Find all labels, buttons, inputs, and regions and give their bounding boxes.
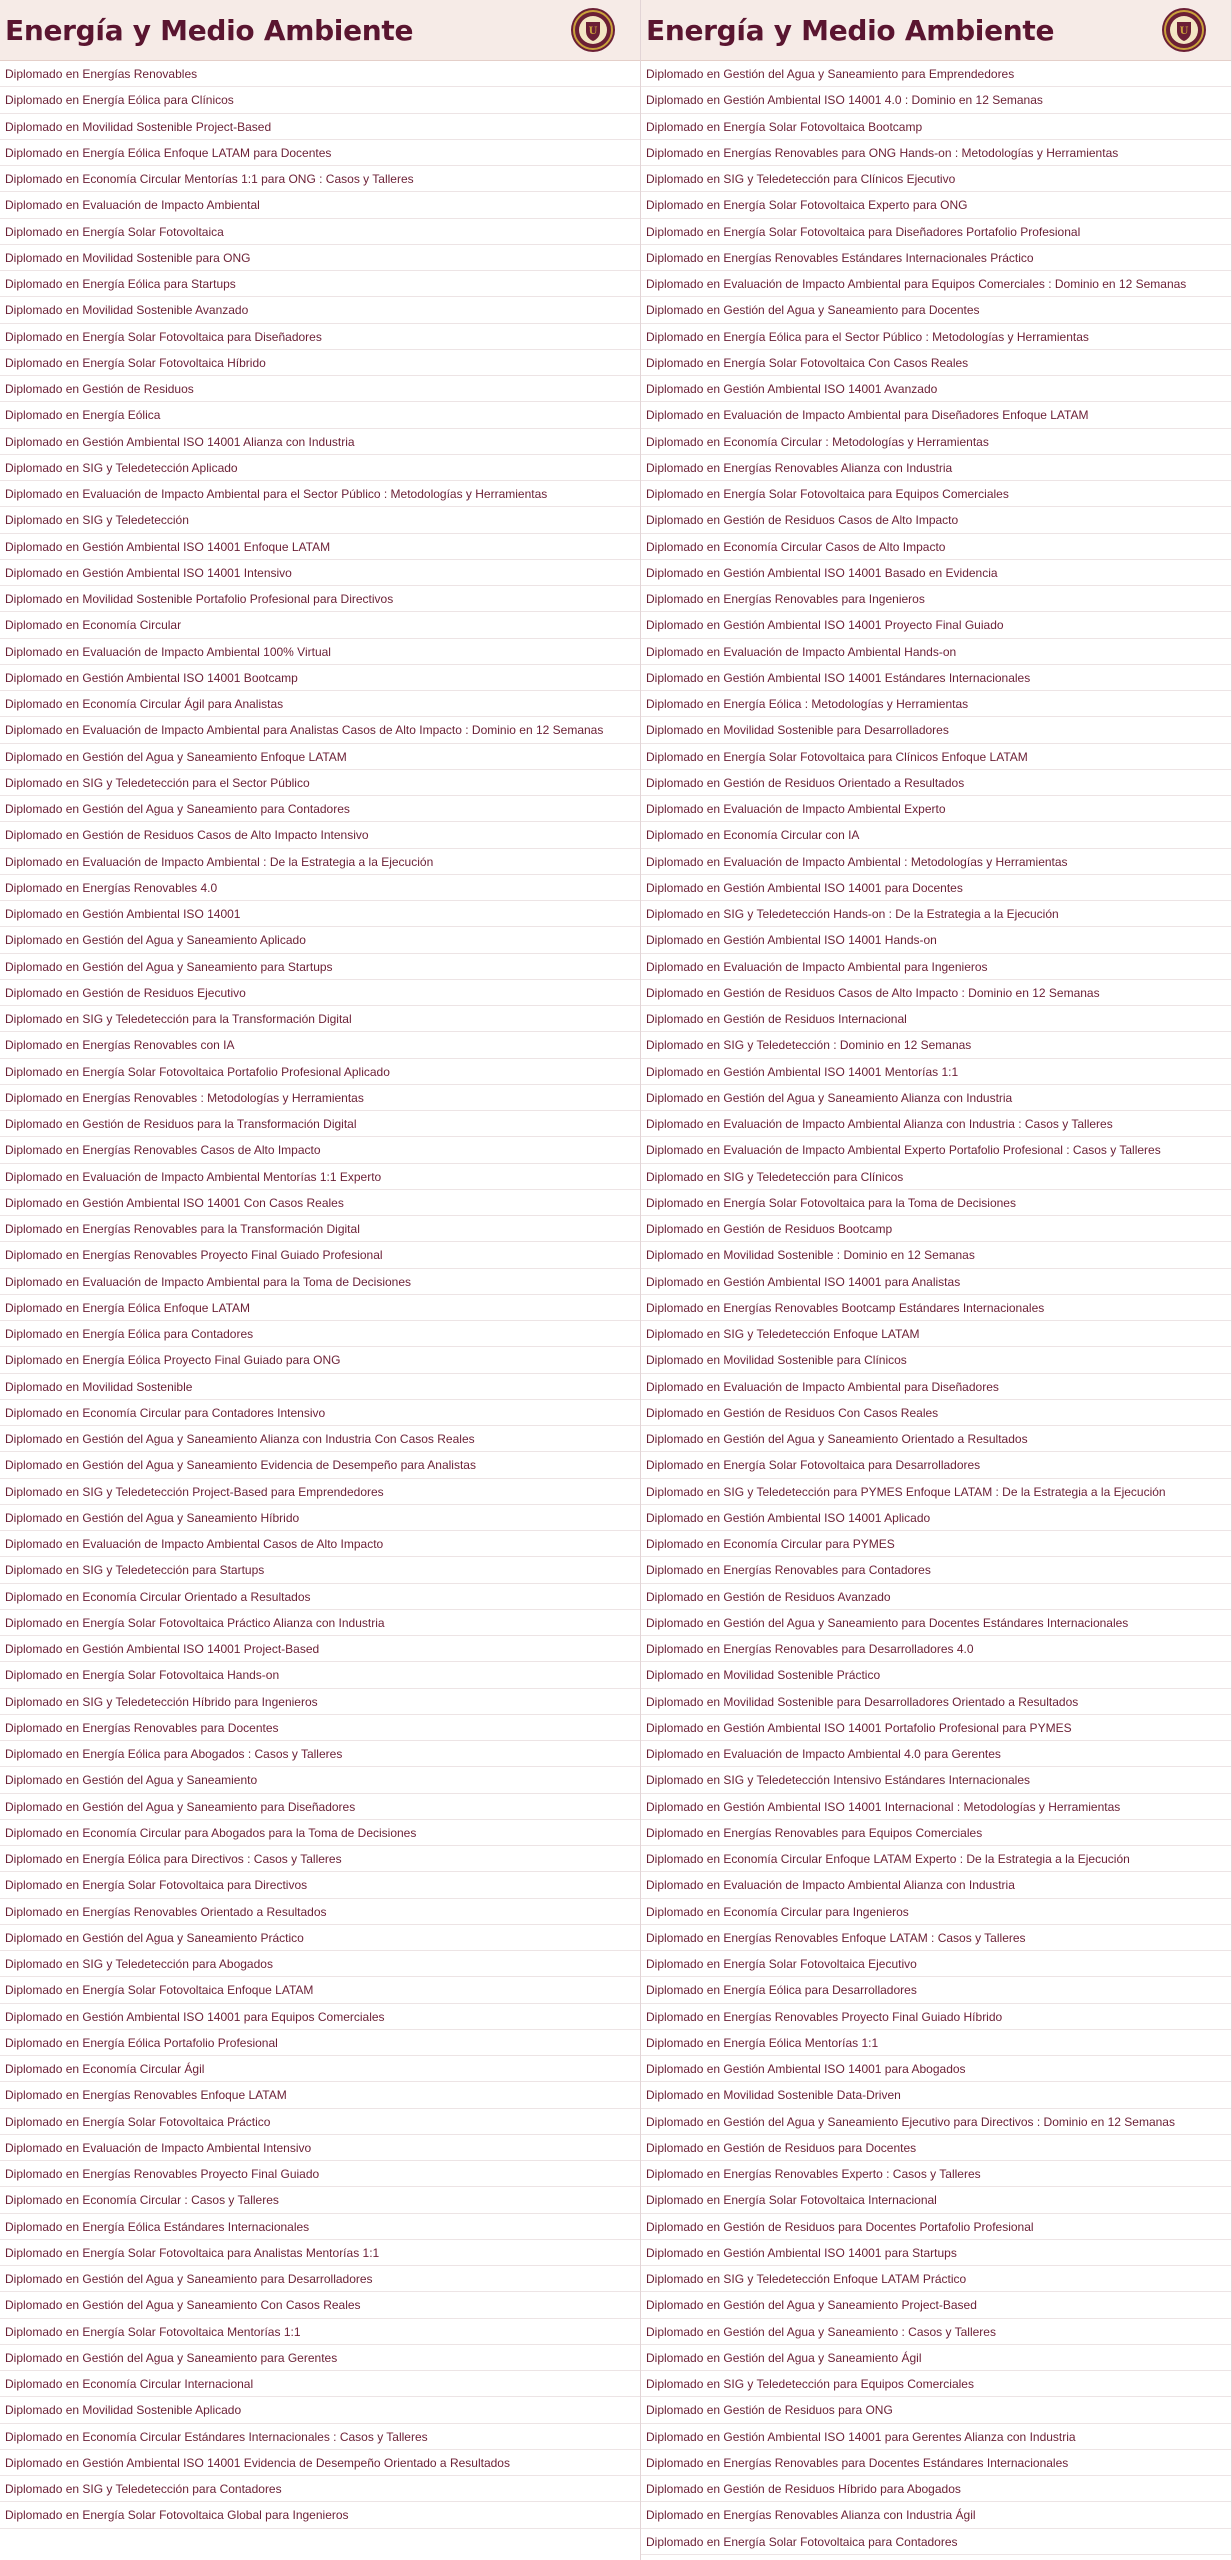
- program-item[interactable]: Diplomado en Energía Eólica Portafolio Profesional: [0, 2030, 640, 2056]
- program-item[interactable]: Diplomado en Gestión del Agua y Saneamiento: [0, 1767, 640, 1793]
- program-item[interactable]: Diplomado en Energías Renovables Experto : Casos y Talleres: [641, 2161, 1231, 2187]
- program-item[interactable]: Diplomado en Energías Renovables Bootcamp Estándares Internacionales: [641, 1295, 1231, 1321]
- svg-text:U: U: [588, 26, 598, 37]
- program-item[interactable]: Diplomado en Energía Solar Fotovoltaica: [0, 219, 640, 245]
- program-item[interactable]: Diplomado en Energía Eólica para Clínicos: [0, 87, 640, 113]
- program-item[interactable]: Diplomado en Gestión del Agua y Saneamiento para Gerentes: [0, 2345, 640, 2371]
- program-item[interactable]: Diplomado en Gestión Ambiental ISO 14001 4.0 : Dominio en 12 Semanas: [641, 87, 1231, 113]
- program-item[interactable]: Diplomado en Energías Renovables Estándares Internacionales Práctico: [641, 245, 1231, 271]
- program-item[interactable]: Diplomado en Gestión Ambiental ISO 14001 para Gerentes Alianza con Industria: [641, 2424, 1231, 2450]
- program-item[interactable]: Diplomado en Energía Solar Fotovoltaica para Diseñadores: [0, 324, 640, 350]
- program-item[interactable]: Diplomado en Gestión del Agua y Saneamiento para Desarrolladores: [0, 2266, 640, 2292]
- program-item[interactable]: Diplomado en SIG y Teledetección Enfoque LATAM: [641, 1321, 1231, 1347]
- program-item[interactable]: Diplomado en Gestión Ambiental ISO 14001 Hands-on: [641, 927, 1231, 953]
- program-item[interactable]: Diplomado en Gestión de Residuos para ONG: [641, 2397, 1231, 2423]
- program-item[interactable]: Diplomado en Economía Circular Orientado a Resultados: [0, 1584, 640, 1610]
- program-item[interactable]: Diplomado en Evaluación de Impacto Ambiental 100% Virtual: [0, 639, 640, 665]
- program-item[interactable]: Diplomado en Movilidad Sostenible Data-Driven: [641, 2082, 1231, 2108]
- program-item[interactable]: Diplomado en SIG y Teledetección : Dominio en 12 Semanas: [641, 1032, 1231, 1058]
- program-item[interactable]: Diplomado en Evaluación de Impacto Ambiental: [0, 192, 640, 218]
- program-item[interactable]: Diplomado en SIG y Teledetección para Contadores: [0, 2476, 640, 2502]
- program-item[interactable]: Diplomado en SIG y Teledetección para la Transformación Digital: [0, 1006, 640, 1032]
- program-item[interactable]: Diplomado en Economía Circular para Contadores Intensivo: [0, 1400, 640, 1426]
- program-item[interactable]: Diplomado en Energías Renovables para ONG Hands-on : Metodologías y Herramientas: [641, 140, 1231, 166]
- program-item[interactable]: Diplomado en Gestión Ambiental ISO 14001 Portafolio Profesional para PYMES: [641, 1715, 1231, 1741]
- program-item[interactable]: Diplomado en Movilidad Sostenible Avanzado: [0, 297, 640, 323]
- program-item[interactable]: Diplomado en Gestión de Residuos para la Transformación Digital: [0, 1111, 640, 1137]
- program-item[interactable]: Diplomado en Gestión del Agua y Saneamiento para Startups: [0, 954, 640, 980]
- university-seal-icon: [1161, 7, 1207, 53]
- page-title: Energía y Medio Ambiente: [646, 13, 1055, 47]
- program-item[interactable]: Diplomado en Evaluación de Impacto Ambiental Alianza con Industria : Casos y Talleres: [641, 1111, 1231, 1137]
- program-item[interactable]: Diplomado en Energía Solar Fotovoltaica para Contadores: [641, 2529, 1231, 2555]
- program-item[interactable]: Diplomado en Evaluación de Impacto Ambiental Casos de Alto Impacto: [0, 1531, 640, 1557]
- program-item[interactable]: Diplomado en Energías Renovables para Contadores: [641, 1557, 1231, 1583]
- program-item[interactable]: Diplomado en Energía Solar Fotovoltaica para la Toma de Decisiones: [641, 1190, 1231, 1216]
- right-column: [641, 0, 1232, 2560]
- program-item[interactable]: Diplomado en Energías Renovables para Desarrolladores 4.0: [641, 1636, 1231, 1662]
- program-item[interactable]: Diplomado en Evaluación de Impacto Ambiental Hands-on: [641, 639, 1231, 665]
- program-item[interactable]: Diplomado en Energías Renovables para Docentes: [0, 1715, 640, 1741]
- program-item[interactable]: Diplomado en Energía Eólica para el Sector Público : Metodologías y Herramientas: [641, 324, 1231, 350]
- program-item[interactable]: Diplomado en Gestión de Residuos para Docentes Portafolio Profesional: [641, 2214, 1231, 2240]
- program-item[interactable]: Diplomado en Energía Solar Fotovoltaica Experto para ONG: [641, 192, 1231, 218]
- program-item[interactable]: Diplomado en SIG y Teledetección para Startups: [0, 1557, 640, 1583]
- program-item[interactable]: Diplomado en Gestión del Agua y Saneamiento Evidencia de Desempeño para Analistas: [0, 1452, 640, 1478]
- program-item[interactable]: Diplomado en Gestión de Residuos para Docentes: [641, 2135, 1231, 2161]
- program-item[interactable]: Diplomado en SIG y Teledetección: [0, 507, 640, 533]
- program-item[interactable]: Diplomado en Energía Solar Fotovoltaica Con Casos Reales: [641, 350, 1231, 376]
- program-item[interactable]: Diplomado en Gestión de Residuos Ejecutivo: [0, 980, 640, 1006]
- program-item[interactable]: Diplomado en Energías Renovables 4.0: [0, 875, 640, 901]
- program-item[interactable]: Diplomado en Energía Solar Fotovoltaica Portafolio Profesional Aplicado: [0, 1059, 640, 1085]
- program-item[interactable]: Diplomado en Energías Renovables Enfoque LATAM: [0, 2082, 640, 2108]
- program-item[interactable]: Diplomado en Gestión Ambiental ISO 14001 Alianza con Industria: [0, 429, 640, 455]
- program-item[interactable]: Diplomado en Economía Circular : Casos y Talleres: [0, 2187, 640, 2213]
- program-item[interactable]: Diplomado en Energías Renovables con IA: [0, 1032, 640, 1058]
- program-item[interactable]: Diplomado en Energía Eólica Mentorías 1:1: [641, 2030, 1231, 2056]
- program-item[interactable]: Diplomado en Evaluación de Impacto Ambiental para Diseñadores: [641, 1374, 1231, 1400]
- program-item[interactable]: Diplomado en Energías Renovables Proyecto Final Guiado: [0, 2161, 640, 2187]
- program-item[interactable]: Diplomado en Gestión del Agua y Saneamiento para Diseñadores: [0, 1794, 640, 1820]
- program-item[interactable]: Diplomado en Evaluación de Impacto Ambiental Mentorías 1:1 Experto: [0, 1164, 640, 1190]
- program-item[interactable]: Diplomado en Evaluación de Impacto Ambiental Alianza con Industria: [641, 1872, 1231, 1898]
- program-item[interactable]: Diplomado en Gestión del Agua y Saneamiento Project-Based: [641, 2292, 1231, 2318]
- program-item[interactable]: Diplomado en Energías Renovables para Ingenieros: [641, 586, 1231, 612]
- program-item[interactable]: Diplomado en Gestión del Agua y Saneamiento Ágil: [641, 2345, 1231, 2371]
- program-item[interactable]: Diplomado en Gestión del Agua y Saneamiento Híbrido: [0, 1505, 640, 1531]
- program-item[interactable]: Diplomado en Gestión Ambiental ISO 14001 Enfoque LATAM: [0, 534, 640, 560]
- program-item[interactable]: Diplomado en Energía Eólica : Metodologías y Herramientas: [641, 691, 1231, 717]
- program-item[interactable]: Diplomado en Gestión del Agua y Saneamiento para Contadores: [0, 796, 640, 822]
- program-item[interactable]: Diplomado en Movilidad Sostenible para Desarrolladores Orientado a Resultados: [641, 1689, 1231, 1715]
- program-item[interactable]: Diplomado en Evaluación de Impacto Ambiental : De la Estrategia a la Ejecución: [0, 849, 640, 875]
- program-item[interactable]: Diplomado en SIG y Teledetección Aplicado: [0, 455, 640, 481]
- program-item[interactable]: Diplomado en Movilidad Sostenible para Desarrolladores: [641, 717, 1231, 743]
- program-item[interactable]: Diplomado en Gestión de Residuos Híbrido para Abogados: [641, 2476, 1231, 2502]
- program-item[interactable]: Diplomado en Energías Renovables: [0, 61, 640, 87]
- program-item[interactable]: Diplomado en Economía Circular para PYMES: [641, 1531, 1231, 1557]
- left-header: [0, 0, 640, 61]
- program-item[interactable]: Diplomado en Movilidad Sostenible para Clínicos: [641, 1347, 1231, 1373]
- program-item[interactable]: Diplomado en Economía Circular para Ingenieros: [641, 1899, 1231, 1925]
- program-item[interactable]: Diplomado en Gestión Ambiental ISO 14001 Estándares Internacionales: [641, 665, 1231, 691]
- program-item[interactable]: Diplomado en Economía Circular Casos de Alto Impacto: [641, 534, 1231, 560]
- program-item[interactable]: Diplomado en SIG y Teledetección para Equipos Comerciales: [641, 2371, 1231, 2397]
- program-item[interactable]: Diplomado en Energía Solar Fotovoltaica Enfoque LATAM: [0, 1977, 640, 2003]
- program-item[interactable]: Diplomado en SIG y Teledetección Project-Based para Emprendedores: [0, 1479, 640, 1505]
- program-item[interactable]: Diplomado en Gestión Ambiental ISO 14001 para Startups: [641, 2240, 1231, 2266]
- program-item[interactable]: Diplomado en Economía Circular para Abogados para la Toma de Decisiones: [0, 1820, 640, 1846]
- program-item[interactable]: Diplomado en Gestión Ambiental ISO 14001 Project-Based: [0, 1636, 640, 1662]
- program-item[interactable]: Diplomado en Movilidad Sostenible para ONG: [0, 245, 640, 271]
- university-seal-icon: [570, 7, 616, 53]
- program-item[interactable]: Diplomado en Gestión del Agua y Saneamiento Con Casos Reales: [0, 2292, 640, 2318]
- program-item[interactable]: Diplomado en Gestión Ambiental ISO 14001 para Abogados: [641, 2056, 1231, 2082]
- program-item[interactable]: Diplomado en SIG y Teledetección Enfoque LATAM Práctico: [641, 2266, 1231, 2292]
- program-item[interactable]: Diplomado en Energías Renovables Proyecto Final Guiado Híbrido: [641, 2004, 1231, 2030]
- program-item[interactable]: Diplomado en Energía Solar Fotovoltaica para Directivos: [0, 1872, 640, 1898]
- program-item[interactable]: Diplomado en Energía Solar Fotovoltaica Práctico: [0, 2109, 640, 2135]
- program-item[interactable]: Diplomado en Economía Circular Enfoque LATAM Experto : De la Estrategia a la Ejecución: [641, 1846, 1231, 1872]
- program-item[interactable]: Diplomado en Gestión Ambiental ISO 14001 Aplicado: [641, 1505, 1231, 1531]
- program-item[interactable]: Diplomado en SIG y Teledetección para el Sector Público: [0, 770, 640, 796]
- program-item[interactable]: Diplomado en Gestión del Agua y Saneamiento Alianza con Industria: [641, 1085, 1231, 1111]
- program-item[interactable]: Diplomado en Energía Solar Fotovoltaica para Equipos Comerciales: [641, 481, 1231, 507]
- program-item[interactable]: Diplomado en Evaluación de Impacto Ambiental Intensivo: [0, 2135, 640, 2161]
- program-item[interactable]: Diplomado en Energías Renovables Proyecto Final Guiado Profesional: [0, 1242, 640, 1268]
- program-item[interactable]: Diplomado en Energías Renovables Orientado a Resultados: [0, 1899, 640, 1925]
- program-item[interactable]: Diplomado en Economía Circular : Metodologías y Herramientas: [641, 429, 1231, 455]
- program-item[interactable]: Diplomado en Energías Renovables para Equipos Comerciales: [641, 1820, 1231, 1846]
- program-item[interactable]: Diplomado en Gestión Ambiental ISO 14001 para Analistas: [641, 1269, 1231, 1295]
- program-item[interactable]: Diplomado en Energías Renovables Casos de Alto Impacto: [0, 1137, 640, 1163]
- program-item[interactable]: Diplomado en SIG y Teledetección Híbrido para Ingenieros: [0, 1689, 640, 1715]
- program-item[interactable]: Diplomado en Economía Circular Ágil para Analistas: [0, 691, 640, 717]
- program-item[interactable]: Diplomado en Gestión del Agua y Saneamiento para Docentes Estándares Internacionales: [641, 1610, 1231, 1636]
- program-item[interactable]: Diplomado en Economía Circular Mentorías 1:1 para ONG : Casos y Talleres: [0, 166, 640, 192]
- program-item[interactable]: Diplomado en Evaluación de Impacto Ambiental 4.0 para Gerentes: [641, 1741, 1231, 1767]
- program-item[interactable]: Diplomado en Gestión Ambiental ISO 14001 Con Casos Reales: [0, 1190, 640, 1216]
- program-item[interactable]: Diplomado en Gestión de Residuos Casos de Alto Impacto: [641, 507, 1231, 533]
- program-item[interactable]: Diplomado en SIG y Teledetección para Clínicos: [641, 1164, 1231, 1190]
- right-header: [641, 0, 1231, 61]
- program-item[interactable]: Diplomado en Gestión del Agua y Saneamiento Orientado a Resultados: [641, 1426, 1231, 1452]
- program-item[interactable]: Diplomado en Economía Circular: [0, 612, 640, 638]
- program-item[interactable]: Diplomado en Movilidad Sostenible : Dominio en 12 Semanas: [641, 1242, 1231, 1268]
- program-item[interactable]: Diplomado en Energía Eólica para Directivos : Casos y Talleres: [0, 1846, 640, 1872]
- program-item[interactable]: Diplomado en Gestión del Agua y Saneamiento Aplicado: [0, 927, 640, 953]
- program-item[interactable]: Diplomado en Energía Solar Fotovoltaica Mentorías 1:1: [0, 2319, 640, 2345]
- program-item[interactable]: Diplomado en Energía Solar Fotovoltaica Bootcamp: [641, 114, 1231, 140]
- program-item[interactable]: Diplomado en Gestión del Agua y Saneamiento Ejecutivo para Directivos : Dominio en 12 Semanas: [641, 2109, 1231, 2135]
- program-item[interactable]: Diplomado en Energía Eólica Proyecto Final Guiado para ONG: [0, 1347, 640, 1373]
- program-item[interactable]: Diplomado en Movilidad Sostenible Project-Based: [0, 114, 640, 140]
- program-item[interactable]: Diplomado en SIG y Teledetección Intensivo Estándares Internacionales: [641, 1767, 1231, 1793]
- program-item[interactable]: Diplomado en Gestión Ambiental ISO 14001 Basado en Evidencia: [641, 560, 1231, 586]
- program-item[interactable]: Diplomado en Gestión de Residuos Bootcamp: [641, 1216, 1231, 1242]
- program-item[interactable]: Diplomado en Energías Renovables Alianza con Industria: [641, 455, 1231, 481]
- svg-text:U: U: [1179, 26, 1189, 37]
- program-item[interactable]: Diplomado en Energías Renovables Alianza con Industria Ágil: [641, 2502, 1231, 2528]
- program-item[interactable]: Diplomado en Gestión de Residuos: [0, 376, 640, 402]
- program-item[interactable]: Diplomado en Energía Eólica para Startups: [0, 271, 640, 297]
- program-item[interactable]: Diplomado en Gestión Ambiental ISO 14001 Evidencia de Desempeño Orientado a Resultados: [0, 2450, 640, 2476]
- program-item[interactable]: Diplomado en Gestión del Agua y Saneamiento Enfoque LATAM: [0, 744, 640, 770]
- program-item[interactable]: Diplomado en Energías Renovables para la Transformación Digital: [0, 1216, 640, 1242]
- program-item[interactable]: Diplomado en SIG y Teledetección para Abogados: [0, 1951, 640, 1977]
- program-item[interactable]: Diplomado en Energía Eólica para Contadores: [0, 1321, 640, 1347]
- program-item[interactable]: Diplomado en SIG y Teledetección para PYMES Enfoque LATAM : De la Estrategia a la Ejecución: [641, 1479, 1231, 1505]
- program-item[interactable]: Diplomado en Energía Eólica: [0, 402, 640, 428]
- program-item[interactable]: Diplomado en Evaluación de Impacto Ambiental para Diseñadores Enfoque LATAM: [641, 402, 1231, 428]
- program-item[interactable]: Diplomado en Gestión Ambiental ISO 14001 Avanzado: [641, 376, 1231, 402]
- program-item[interactable]: Diplomado en Evaluación de Impacto Ambiental Experto Portafolio Profesional : Casos y Talleres: [641, 1137, 1231, 1163]
- program-item[interactable]: Diplomado en Gestión del Agua y Saneamiento Alianza con Industria Con Casos Reales: [0, 1426, 640, 1452]
- program-item[interactable]: Diplomado en Gestión de Residuos Internacional: [641, 1006, 1231, 1032]
- program-item[interactable]: Diplomado en Energía Solar Fotovoltaica para Diseñadores Portafolio Profesional: [641, 219, 1231, 245]
- program-item[interactable]: Diplomado en Gestión de Residuos Con Casos Reales: [641, 1400, 1231, 1426]
- program-item[interactable]: Diplomado en Energía Solar Fotovoltaica Global para Ingenieros: [0, 2502, 640, 2528]
- program-item[interactable]: Diplomado en Energía Solar Fotovoltaica Práctico Alianza con Industria: [0, 1610, 640, 1636]
- program-item[interactable]: Diplomado en Gestión de Residuos Avanzado: [641, 1584, 1231, 1610]
- program-item[interactable]: Diplomado en Energías Renovables Enfoque LATAM : Casos y Talleres: [641, 1925, 1231, 1951]
- program-item[interactable]: Diplomado en Energía Eólica Enfoque LATAM: [0, 1295, 640, 1321]
- program-item[interactable]: Diplomado en Gestión Ambiental ISO 14001 Proyecto Final Guiado: [641, 612, 1231, 638]
- program-item[interactable]: Diplomado en Energía Eólica para Abogados : Casos y Talleres: [0, 1741, 640, 1767]
- program-item[interactable]: Diplomado en Movilidad Sostenible Aplicado: [0, 2397, 640, 2423]
- program-item[interactable]: Diplomado en Gestión Ambiental ISO 14001 Intensivo: [0, 560, 640, 586]
- program-item[interactable]: Diplomado en Gestión del Agua y Saneamiento Práctico: [0, 1925, 640, 1951]
- program-item[interactable]: Diplomado en Energía Eólica Estándares Internacionales: [0, 2214, 640, 2240]
- program-item[interactable]: Diplomado en Energía Solar Fotovoltaica Híbrido: [0, 350, 640, 376]
- page-title: Energía y Medio Ambiente: [5, 13, 414, 47]
- program-item[interactable]: Diplomado en Energía Solar Fotovoltaica para Clínicos Enfoque LATAM: [641, 744, 1231, 770]
- program-item[interactable]: Diplomado en Energía Solar Fotovoltaica Internacional: [641, 2187, 1231, 2213]
- program-item[interactable]: Diplomado en SIG y Teledetección para Clínicos Ejecutivo: [641, 166, 1231, 192]
- program-item[interactable]: Diplomado en Economía Circular con IA: [641, 822, 1231, 848]
- program-item[interactable]: Diplomado en Movilidad Sostenible Práctico: [641, 1662, 1231, 1688]
- program-item[interactable]: Diplomado en Energía Solar Fotovoltaica para Analistas Mentorías 1:1: [0, 2240, 640, 2266]
- program-item[interactable]: Diplomado en Energía Solar Fotovoltaica para Desarrolladores: [641, 1452, 1231, 1478]
- program-item[interactable]: Diplomado en Evaluación de Impacto Ambiental para la Toma de Decisiones: [0, 1269, 640, 1295]
- program-item[interactable]: Diplomado en Evaluación de Impacto Ambiental para el Sector Público : Metodologías y Herramientas: [0, 481, 640, 507]
- program-item[interactable]: Diplomado en Gestión Ambiental ISO 14001 Bootcamp: [0, 665, 640, 691]
- program-item[interactable]: Diplomado en Energías Renovables : Metodologías y Herramientas: [0, 1085, 640, 1111]
- program-item[interactable]: Diplomado en Gestión Ambiental ISO 14001 para Equipos Comerciales: [0, 2004, 640, 2030]
- program-item[interactable]: Diplomado en SIG y Teledetección Hands-on : De la Estrategia a la Ejecución: [641, 901, 1231, 927]
- program-item[interactable]: Diplomado en Energía Eólica Enfoque LATAM para Docentes: [0, 140, 640, 166]
- program-item[interactable]: Diplomado en Movilidad Sostenible Portafolio Profesional para Directivos: [0, 586, 640, 612]
- program-item[interactable]: Diplomado en Economía Circular Internacional: [0, 2371, 640, 2397]
- program-item[interactable]: Diplomado en Gestión Ambiental ISO 14001: [0, 901, 640, 927]
- program-item[interactable]: Diplomado en Evaluación de Impacto Ambiental para Equipos Comerciales : Dominio en 12 Semanas: [641, 271, 1231, 297]
- program-item[interactable]: Diplomado en Gestión Ambiental ISO 14001 para Docentes: [641, 875, 1231, 901]
- program-item[interactable]: Diplomado en Gestión de Residuos Orientado a Resultados: [641, 770, 1231, 796]
- program-item[interactable]: Diplomado en Gestión de Residuos Casos de Alto Impacto Intensivo: [0, 822, 640, 848]
- program-item[interactable]: Diplomado en Evaluación de Impacto Ambiental : Metodologías y Herramientas: [641, 849, 1231, 875]
- program-item[interactable]: Diplomado en Gestión del Agua y Saneamiento para Docentes: [641, 297, 1231, 323]
- program-item[interactable]: Diplomado en Gestión Ambiental ISO 14001 Mentorías 1:1: [641, 1059, 1231, 1085]
- program-item[interactable]: Diplomado en Economía Circular Ágil: [0, 2056, 640, 2082]
- program-item[interactable]: Diplomado en Evaluación de Impacto Ambiental para Analistas Casos de Alto Impacto : Dominio en 12 Semanas: [0, 717, 640, 743]
- left-program-list: [0, 61, 640, 2529]
- program-item[interactable]: Diplomado en Gestión del Agua y Saneamiento para Emprendedores: [641, 61, 1231, 87]
- program-item[interactable]: Diplomado en Evaluación de Impacto Ambiental para Ingenieros: [641, 954, 1231, 980]
- right-program-list: [641, 61, 1231, 2555]
- program-item[interactable]: Diplomado en Energías Renovables para Docentes Estándares Internacionales: [641, 2450, 1231, 2476]
- program-item[interactable]: Diplomado en Gestión del Agua y Saneamiento : Casos y Talleres: [641, 2319, 1231, 2345]
- program-item[interactable]: Diplomado en Evaluación de Impacto Ambiental Experto: [641, 796, 1231, 822]
- program-item[interactable]: Diplomado en Energía Solar Fotovoltaica Ejecutivo: [641, 1951, 1231, 1977]
- program-item[interactable]: Diplomado en Energía Eólica para Desarrolladores: [641, 1977, 1231, 2003]
- program-item[interactable]: Diplomado en Gestión Ambiental ISO 14001 Internacional : Metodologías y Herramientas: [641, 1794, 1231, 1820]
- program-item[interactable]: Diplomado en Economía Circular Estándares Internacionales : Casos y Talleres: [0, 2424, 640, 2450]
- program-item[interactable]: Diplomado en Energía Solar Fotovoltaica Hands-on: [0, 1662, 640, 1688]
- program-item[interactable]: Diplomado en Gestión de Residuos Casos de Alto Impacto : Dominio en 12 Semanas: [641, 980, 1231, 1006]
- program-item[interactable]: Diplomado en Movilidad Sostenible: [0, 1374, 640, 1400]
